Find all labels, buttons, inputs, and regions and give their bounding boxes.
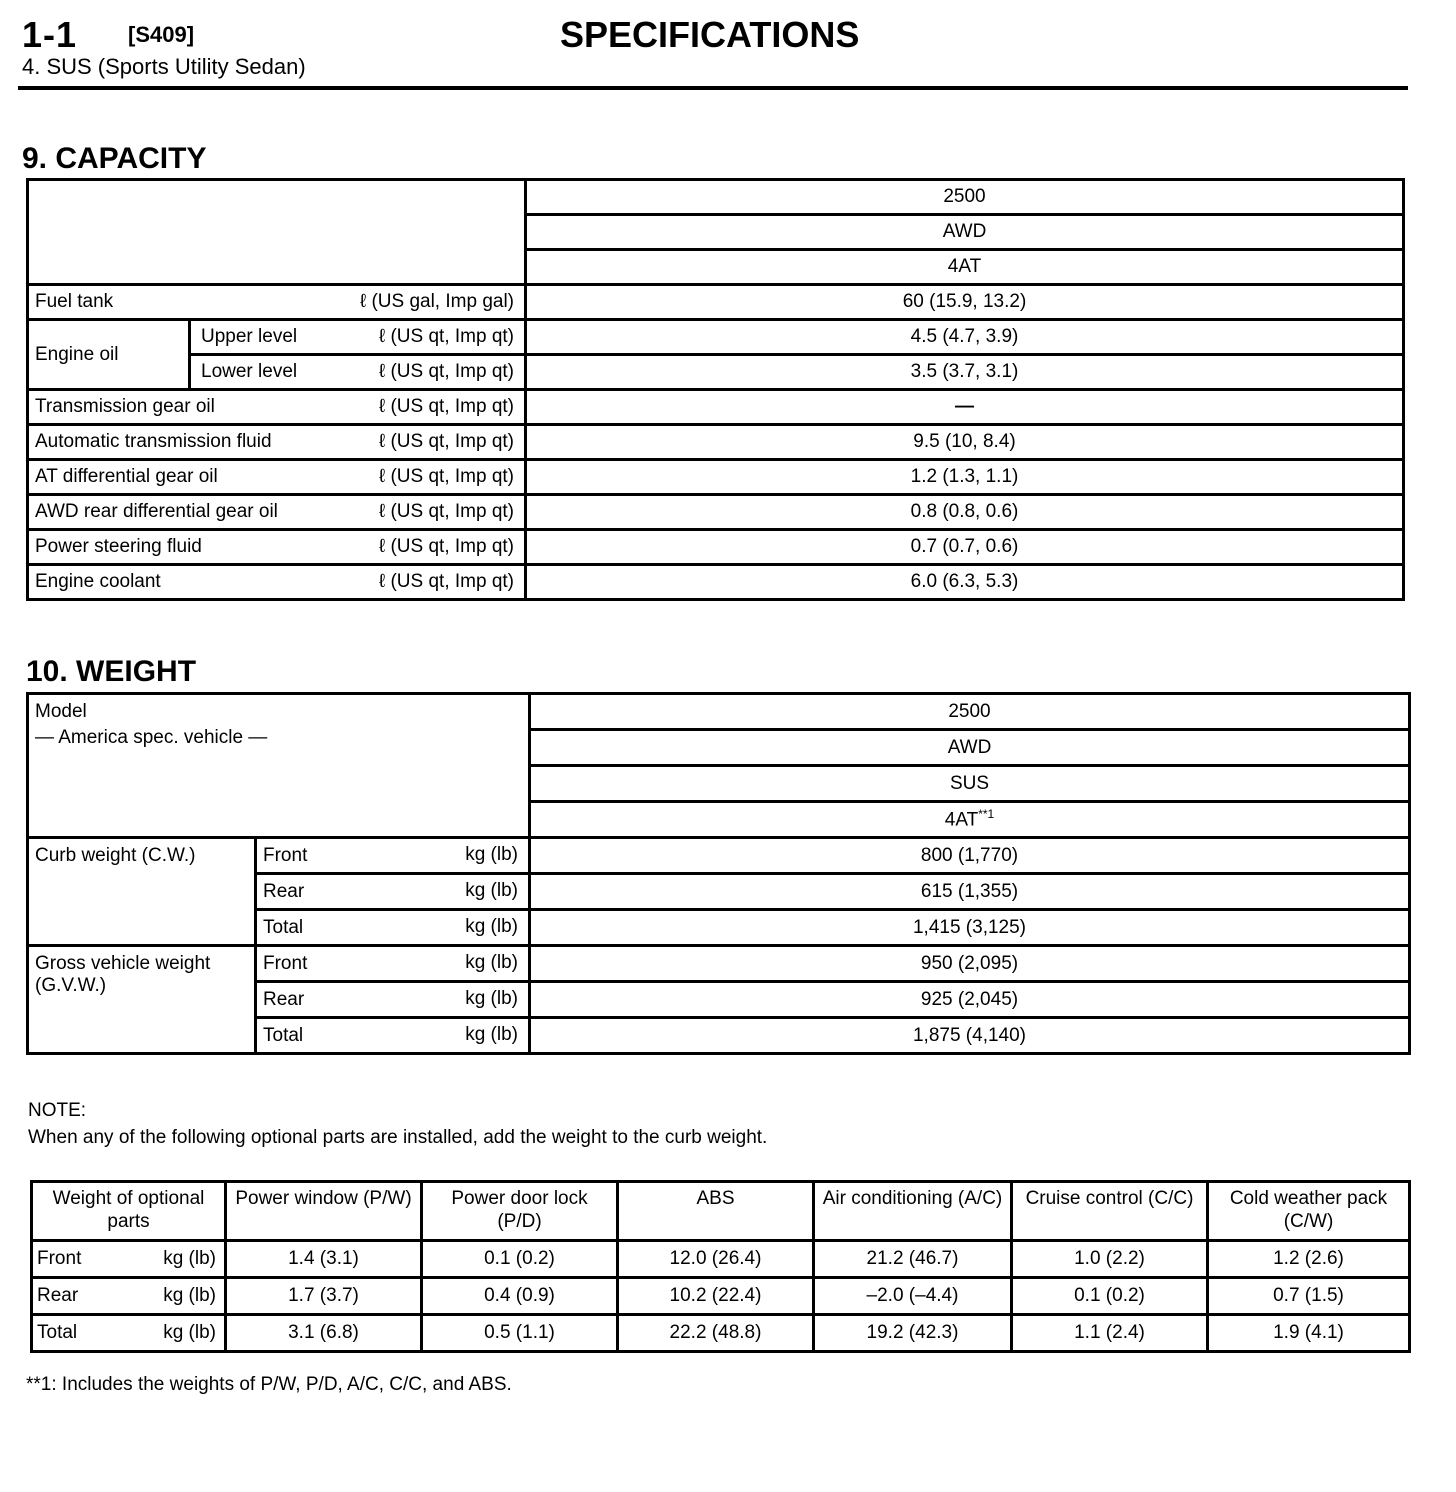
col-header: Power door lock (P/D)	[422, 1182, 618, 1241]
item-label: Power steering fluid	[35, 536, 202, 557]
unit-label: ℓ (US qt, Imp qt)	[379, 501, 514, 522]
value-cell: 0.1 (0.2)	[422, 1241, 618, 1278]
col-header: SUS	[530, 766, 1410, 802]
table-row	[32, 1241, 1410, 1278]
item-cell	[28, 390, 526, 425]
value-cell: 925 (2,045)	[530, 982, 1410, 1018]
sub-cell	[190, 355, 526, 390]
unit-label: ℓ (US qt, Imp qt)	[379, 466, 514, 487]
pos-cell	[32, 1241, 226, 1278]
value-cell: 1.1 (2.4)	[1012, 1315, 1208, 1352]
pos-cell	[32, 1278, 226, 1315]
col-header: Weight of optional parts	[32, 1182, 226, 1241]
pos-label: Front	[37, 1248, 82, 1269]
unit-label: kg (lb)	[163, 1248, 216, 1269]
value-cell: 22.2 (48.8)	[618, 1315, 814, 1352]
unit-label: ℓ (US qt, Imp qt)	[379, 571, 514, 592]
pos-label: Total	[263, 916, 304, 938]
item-label: Engine coolant	[35, 571, 161, 592]
item-label: Transmission gear oil	[35, 396, 215, 417]
table-row	[28, 425, 1404, 460]
col-header: Power window (P/W)	[226, 1182, 422, 1241]
col-header: AWD	[530, 730, 1410, 766]
value-cell: 9.5 (10, 8.4)	[526, 425, 1404, 460]
unit-label: ℓ (US gal, Imp gal)	[360, 291, 514, 312]
pos-label: Rear	[263, 880, 305, 902]
col-header: Cold weather pack (C/W)	[1208, 1182, 1410, 1241]
item-label: AWD rear differential gear oil	[35, 501, 278, 522]
sub-label: Upper level	[201, 326, 298, 347]
pos-label: Total	[263, 1024, 304, 1046]
weight-heading: 10. WEIGHT	[26, 655, 197, 688]
model-sub-label: — America spec. vehicle —	[35, 727, 268, 748]
value-cell: 1.7 (3.7)	[226, 1278, 422, 1315]
page-code: 1-1	[22, 14, 78, 55]
optional-parts-table	[30, 1180, 1411, 1353]
pos-label: Total	[37, 1322, 78, 1343]
item-cell	[28, 425, 526, 460]
item-label: Automatic transmission fluid	[35, 431, 272, 452]
unit-label: kg (lb)	[465, 916, 518, 937]
value-cell: 1.4 (3.1)	[226, 1241, 422, 1278]
col-header: AWD	[526, 215, 1404, 250]
table-row	[28, 460, 1404, 495]
pos-label: Rear	[37, 1285, 79, 1306]
unit-label: kg (lb)	[465, 988, 518, 1009]
pos-label: Rear	[263, 988, 305, 1010]
table-row	[32, 1315, 1410, 1352]
unit-label: kg (lb)	[163, 1322, 216, 1343]
pos-label: Front	[263, 952, 308, 974]
unit-label: ℓ (US qt, Imp qt)	[379, 326, 514, 347]
model-cell	[28, 694, 530, 838]
unit-label: kg (lb)	[465, 1024, 518, 1045]
value-cell: 1.9 (4.1)	[1208, 1315, 1410, 1352]
value-cell: –2.0 (–4.4)	[814, 1278, 1012, 1315]
pos-cell	[32, 1315, 226, 1352]
page-subtitle: 4. SUS (Sports Utility Sedan)	[22, 54, 306, 79]
table-row	[28, 530, 1404, 565]
item-cell	[28, 495, 526, 530]
capacity-heading: 9. CAPACITY	[22, 142, 207, 175]
col-header: Air conditioning (A/C)	[814, 1182, 1012, 1241]
value-cell: 21.2 (46.7)	[814, 1241, 1012, 1278]
pos-label: Front	[263, 844, 308, 866]
value-cell: 6.0 (6.3, 5.3)	[526, 565, 1404, 600]
value-cell: 1,875 (4,140)	[530, 1018, 1410, 1054]
value-cell: 615 (1,355)	[530, 874, 1410, 910]
col-header: 4AT	[944, 809, 979, 831]
value-cell: 12.0 (26.4)	[618, 1241, 814, 1278]
value-cell: 800 (1,770)	[530, 838, 1410, 874]
unit-label: ℓ (US qt, Imp qt)	[379, 431, 514, 452]
col-header: ABS	[618, 1182, 814, 1241]
item-label: AT differential gear oil	[35, 466, 218, 487]
value-cell: 1,415 (3,125)	[530, 910, 1410, 946]
value-cell: 19.2 (42.3)	[814, 1315, 1012, 1352]
col-header: 4AT	[526, 250, 1404, 285]
col-header: 2500	[530, 694, 1410, 730]
col-header: 2500	[526, 180, 1404, 215]
value-cell: 4.5 (4.7, 3.9)	[526, 320, 1404, 355]
pos-cell	[256, 838, 530, 874]
table-row	[28, 320, 1404, 355]
pos-cell	[256, 1018, 530, 1054]
sub-cell	[190, 320, 526, 355]
model-label: Model	[35, 701, 87, 722]
item-label: Engine oil	[28, 320, 190, 390]
pos-cell	[256, 982, 530, 1018]
value-cell: —	[526, 390, 1404, 425]
item-cell	[28, 285, 526, 320]
footnote-mark: **1	[978, 807, 995, 822]
page-title: SPECIFICATIONS	[560, 14, 860, 55]
value-cell: 0.1 (0.2)	[1012, 1278, 1208, 1315]
value-cell: 0.8 (0.8, 0.6)	[526, 495, 1404, 530]
value-cell: 0.5 (1.1)	[422, 1315, 618, 1352]
note-text: When any of the following optional parts are installed, add the weight to the curb weight.	[28, 1127, 768, 1148]
table-row	[28, 946, 1410, 982]
header-rule	[18, 86, 1408, 90]
weight-table	[26, 692, 1411, 1055]
value-cell: 1.2 (1.3, 1.1)	[526, 460, 1404, 495]
col-header-cell	[530, 802, 1410, 838]
gvw-label: Gross vehicle weight (G.V.W.)	[28, 946, 256, 1054]
col-header: Cruise control (C/C)	[1012, 1182, 1208, 1241]
unit-label: kg (lb)	[163, 1285, 216, 1306]
unit-label: ℓ (US qt, Imp qt)	[379, 361, 514, 382]
value-cell: 0.4 (0.9)	[422, 1278, 618, 1315]
table-row	[28, 565, 1404, 600]
value-cell: 0.7 (0.7, 0.6)	[526, 530, 1404, 565]
pos-cell	[256, 946, 530, 982]
unit-label: kg (lb)	[465, 880, 518, 901]
value-cell: 60 (15.9, 13.2)	[526, 285, 1404, 320]
unit-label: ℓ (US qt, Imp qt)	[379, 536, 514, 557]
value-cell: 1.2 (2.6)	[1208, 1241, 1410, 1278]
unit-label: ℓ (US qt, Imp qt)	[379, 396, 514, 417]
sub-label: Lower level	[201, 361, 298, 382]
table-row	[28, 180, 1404, 215]
item-cell	[28, 565, 526, 600]
section-ref: [S409]	[128, 22, 195, 47]
table-row	[28, 838, 1410, 874]
capacity-table	[26, 178, 1405, 601]
footnote: **1: Includes the weights of P/W, P/D, A/C, C/C, and ABS.	[26, 1374, 512, 1395]
unit-label: kg (lb)	[465, 844, 518, 865]
value-cell: 3.1 (6.8)	[226, 1315, 422, 1352]
item-cell	[28, 460, 526, 495]
table-row	[32, 1182, 1410, 1241]
pos-cell	[256, 910, 530, 946]
value-cell: 3.5 (3.7, 3.1)	[526, 355, 1404, 390]
table-row	[28, 495, 1404, 530]
table-row	[28, 355, 1404, 390]
table-row	[28, 285, 1404, 320]
value-cell: 1.0 (2.2)	[1012, 1241, 1208, 1278]
item-label: Fuel tank	[35, 291, 114, 312]
table-row	[28, 694, 1410, 730]
value-cell: 10.2 (22.4)	[618, 1278, 814, 1315]
unit-label: kg (lb)	[465, 952, 518, 973]
blank-header-cell	[28, 180, 526, 285]
pos-cell	[256, 874, 530, 910]
table-row	[32, 1278, 1410, 1315]
curb-label: Curb weight (C.W.)	[28, 838, 256, 946]
item-cell	[28, 530, 526, 565]
note-label: NOTE:	[28, 1100, 87, 1121]
value-cell: 0.7 (1.5)	[1208, 1278, 1410, 1315]
value-cell: 950 (2,095)	[530, 946, 1410, 982]
table-row	[28, 390, 1404, 425]
